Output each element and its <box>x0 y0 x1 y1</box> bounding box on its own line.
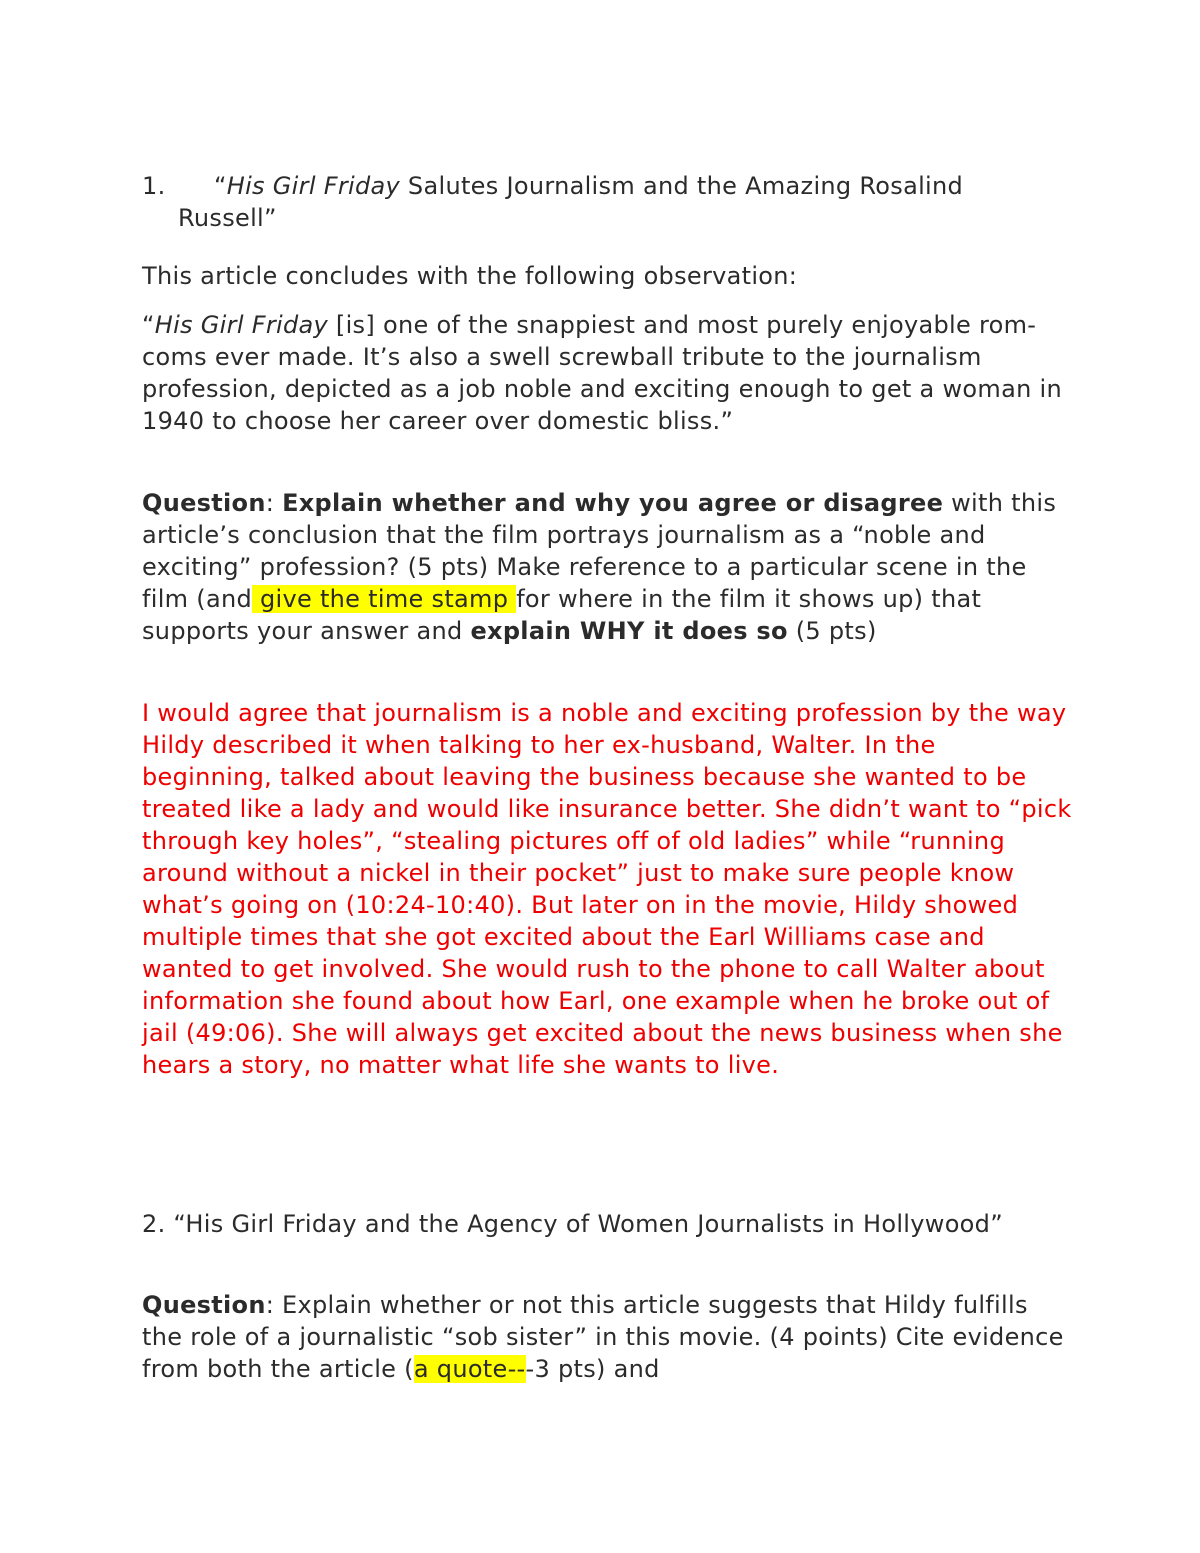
question-1-heading <box>142 170 1072 234</box>
question-2-label: Question <box>142 1291 266 1319</box>
question-bold-part-1: Explain whether and why you agree or disagree <box>282 489 944 517</box>
highlight-a-quote: a quote-- <box>413 1355 526 1383</box>
answer-1: I would agree that journalism is a noble and exciting profession by the way Hildy described it when talking to her ex-husband, Walter. In the beginning, talked about leaving the business because she wanted to be treated like a lady and would like insurance better. She didn’t want to “pick through key holes”, “stealing pictures off of old ladies” while “running around without a nickel in their pocket” just to make sure people know what’s going on (10:24-10:40). But later on in the movie, Hildy showed multiple times that she got excited about the Earl Williams case and wanted to get involved. She would rush to the phone to call Walter about information she found about how Earl, one example when he broke out of jail (49:06). She will always get excited about the news business when she hears a story, no matter what life she wants to live. <box>142 699 1072 1079</box>
question-1-number: 1. <box>142 172 166 200</box>
question-2-prompt: Question: Explain whether or not this article suggests that Hildy fulfills the role of a journalistic “sob sister” in this movie. (4 points) Cite evidence from both the article (a quote---3 pts) and <box>142 1291 1064 1383</box>
question-label: Question <box>142 489 266 517</box>
highlight-time-stamp: give the time stamp <box>252 585 517 613</box>
film-title-italic: His Girl Friday <box>226 172 400 200</box>
question-2-heading: 2. “His Girl Friday and the Agency of Women Journalists in Hollywood” <box>142 1210 1003 1238</box>
question-bold-part-2: explain WHY it does so <box>470 617 788 645</box>
question-1-title-line2: Russell” <box>178 204 277 232</box>
quote-film-title: His Girl Friday <box>154 311 328 339</box>
article-intro: This article concludes with the following observation: <box>142 262 798 290</box>
question-1-title: “His Girl Friday Salutes Journalism and the Amazing Rosalind <box>214 172 964 200</box>
article-quote: “His Girl Friday [is] one of the snappiest and most purely enjoyable rom-coms ever made. It’s also a swell screwball tribute to the journalism profession, depicted as a job noble and exciting enough to get a woman in 1940 to choose her career over domestic bliss.” <box>142 311 1063 435</box>
question-1-prompt: Question: Explain whether and why you agree or disagree with this article’s conclusion that the film portrays journalism as a “noble and exciting” profession? (5 pts) Make reference to a particular scene in the film (and give the time stamp for where in the film it shows up) that supports your answer and explain WHY it does so (5 pts) <box>142 489 1057 645</box>
